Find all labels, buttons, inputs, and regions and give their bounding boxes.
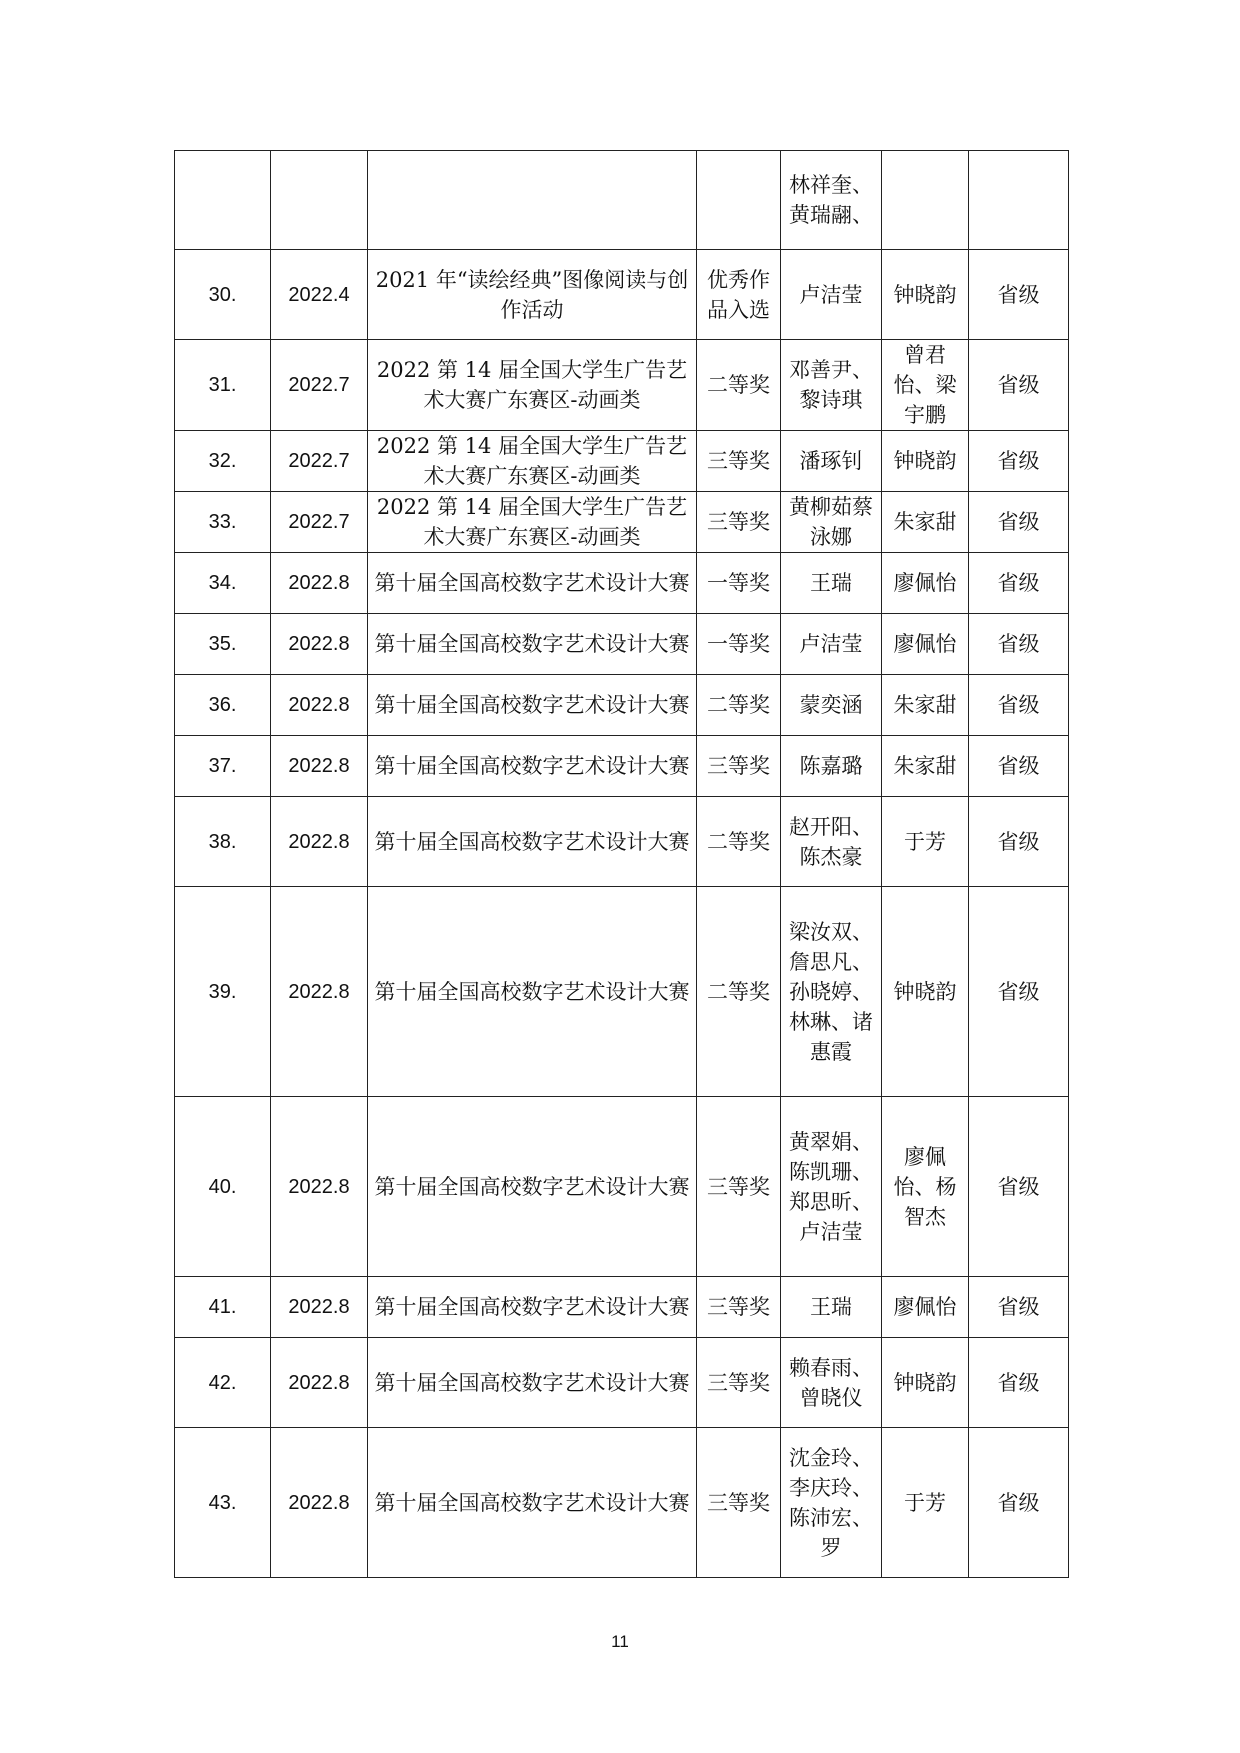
competition-name-cell: 2022 第 14 届全国大学生广告艺术大赛广东赛区-动画类 (368, 340, 697, 431)
row-number-cell: 30. (175, 250, 271, 340)
row-number-cell: 32. (175, 431, 271, 492)
competition-level-cell: 省级 (969, 736, 1069, 797)
row-number-cell: 43. (175, 1428, 271, 1578)
award-date-cell (271, 151, 368, 250)
advisor-names-cell: 朱家甜 (882, 736, 969, 797)
table-row (175, 151, 1069, 250)
competition-level-cell: 省级 (969, 797, 1069, 887)
award-date-cell: 2022.8 (271, 1338, 368, 1428)
award-date-cell: 2022.8 (271, 675, 368, 736)
competition-level-cell: 省级 (969, 1428, 1069, 1578)
competition-name-cell: 2022 第 14 届全国大学生广告艺术大赛广东赛区-动画类 (368, 431, 697, 492)
student-names-cell: 赖春雨、曾晓仪 (781, 1338, 882, 1428)
student-names-cell: 潘琢钊 (781, 431, 882, 492)
student-names-cell: 陈嘉璐 (781, 736, 882, 797)
award-date-cell: 2022.8 (271, 614, 368, 675)
competition-level-cell: 省级 (969, 887, 1069, 1097)
table-row (175, 1097, 1069, 1277)
row-number-cell: 33. (175, 492, 271, 553)
competition-name-cell: 第十届全国高校数字艺术设计大赛 (368, 1097, 697, 1277)
row-number-cell: 39. (175, 887, 271, 1097)
advisor-names-cell: 廖佩怡 (882, 1277, 969, 1338)
row-number-cell: 31. (175, 340, 271, 431)
student-names-cell: 林祥奎、黄瑞翮、 (781, 151, 882, 250)
competition-level-cell: 省级 (969, 553, 1069, 614)
competition-level-cell: 省级 (969, 431, 1069, 492)
competition-level-cell: 省级 (969, 675, 1069, 736)
row-number-cell: 35. (175, 614, 271, 675)
page-number: 11 (611, 1632, 629, 1651)
award-table (174, 150, 1069, 1578)
competition-name-cell: 第十届全国高校数字艺术设计大赛 (368, 797, 697, 887)
competition-name-cell: 第十届全国高校数字艺术设计大赛 (368, 614, 697, 675)
competition-level-cell: 省级 (969, 1277, 1069, 1338)
award-level-cell: 三等奖 (697, 736, 781, 797)
competition-level-cell: 省级 (969, 1097, 1069, 1277)
competition-name-cell: 2022 第 14 届全国大学生广告艺术大赛广东赛区-动画类 (368, 492, 697, 553)
competition-name-cell: 第十届全国高校数字艺术设计大赛 (368, 887, 697, 1097)
award-date-cell: 2022.8 (271, 797, 368, 887)
competition-level-cell: 省级 (969, 492, 1069, 553)
advisor-names-cell: 朱家甜 (882, 675, 969, 736)
table-row (175, 1338, 1069, 1428)
award-level-cell: 二等奖 (697, 340, 781, 431)
competition-level-cell: 省级 (969, 614, 1069, 675)
row-number-cell: 41. (175, 1277, 271, 1338)
student-names-cell: 卢洁莹 (781, 250, 882, 340)
award-date-cell: 2022.7 (271, 340, 368, 431)
row-number-cell (175, 151, 271, 250)
award-level-cell: 二等奖 (697, 675, 781, 736)
competition-name-cell: 第十届全国高校数字艺术设计大赛 (368, 736, 697, 797)
award-level-cell (697, 151, 781, 250)
student-names-cell: 王瑞 (781, 553, 882, 614)
advisor-names-cell: 廖佩怡 (882, 553, 969, 614)
award-date-cell: 2022.4 (271, 250, 368, 340)
competition-name-cell: 第十届全国高校数字艺术设计大赛 (368, 675, 697, 736)
advisor-names-cell: 钟晓韵 (882, 887, 969, 1097)
advisor-names-cell: 廖佩怡 (882, 614, 969, 675)
student-names-cell: 邓善尹、黎诗琪 (781, 340, 882, 431)
table-row (175, 492, 1069, 553)
competition-name-cell (368, 151, 697, 250)
award-level-cell: 三等奖 (697, 492, 781, 553)
award-level-cell: 二等奖 (697, 797, 781, 887)
advisor-names-cell (882, 151, 969, 250)
advisor-names-cell: 廖佩怡、杨智杰 (882, 1097, 969, 1277)
row-number-cell: 37. (175, 736, 271, 797)
award-level-cell: 三等奖 (697, 1428, 781, 1578)
award-level-cell: 三等奖 (697, 1097, 781, 1277)
competition-name-cell: 第十届全国高校数字艺术设计大赛 (368, 1338, 697, 1428)
award-date-cell: 2022.7 (271, 492, 368, 553)
table-row (175, 887, 1069, 1097)
award-level-cell: 优秀作品入选 (697, 250, 781, 340)
row-number-cell: 36. (175, 675, 271, 736)
advisor-names-cell: 钟晓韵 (882, 250, 969, 340)
student-names-cell: 赵开阳、陈杰豪 (781, 797, 882, 887)
competition-name-cell: 第十届全国高校数字艺术设计大赛 (368, 1428, 697, 1578)
row-number-cell: 40. (175, 1097, 271, 1277)
award-level-cell: 一等奖 (697, 553, 781, 614)
competition-level-cell: 省级 (969, 340, 1069, 431)
award-level-cell: 三等奖 (697, 431, 781, 492)
table-row (175, 431, 1069, 492)
student-names-cell: 梁汝双、詹思凡、孙晓婷、林琳、诸惠霞 (781, 887, 882, 1097)
row-number-cell: 38. (175, 797, 271, 887)
competition-level-cell: 省级 (969, 1338, 1069, 1428)
award-date-cell: 2022.8 (271, 1097, 368, 1277)
table-row (175, 736, 1069, 797)
student-names-cell: 黄翠娟、陈凯珊、郑思昕、卢洁莹 (781, 1097, 882, 1277)
award-level-cell: 二等奖 (697, 887, 781, 1097)
award-level-cell: 一等奖 (697, 614, 781, 675)
award-date-cell: 2022.8 (271, 1277, 368, 1338)
student-names-cell: 蒙奕涵 (781, 675, 882, 736)
advisor-names-cell: 于芳 (882, 1428, 969, 1578)
competition-name-cell: 第十届全国高校数字艺术设计大赛 (368, 553, 697, 614)
award-date-cell: 2022.7 (271, 431, 368, 492)
table-row (175, 1277, 1069, 1338)
student-names-cell: 王瑞 (781, 1277, 882, 1338)
award-date-cell: 2022.8 (271, 887, 368, 1097)
award-date-cell: 2022.8 (271, 736, 368, 797)
competition-level-cell (969, 151, 1069, 250)
table-row (175, 797, 1069, 887)
row-number-cell: 42. (175, 1338, 271, 1428)
table-row (175, 1428, 1069, 1578)
student-names-cell: 沈金玲、李庆玲、陈沛宏、罗 (781, 1428, 882, 1578)
student-names-cell: 卢洁莹 (781, 614, 882, 675)
table-row (175, 614, 1069, 675)
award-date-cell: 2022.8 (271, 1428, 368, 1578)
row-number-cell: 34. (175, 553, 271, 614)
advisor-names-cell: 朱家甜 (882, 492, 969, 553)
table-row (175, 675, 1069, 736)
advisor-names-cell: 钟晓韵 (882, 1338, 969, 1428)
award-date-cell: 2022.8 (271, 553, 368, 614)
competition-level-cell: 省级 (969, 250, 1069, 340)
advisor-names-cell: 于芳 (882, 797, 969, 887)
advisor-names-cell: 钟晓韵 (882, 431, 969, 492)
table-row (175, 250, 1069, 340)
student-names-cell: 黄柳茹蔡泳娜 (781, 492, 882, 553)
award-level-cell: 三等奖 (697, 1277, 781, 1338)
competition-name-cell: 第十届全国高校数字艺术设计大赛 (368, 1277, 697, 1338)
table-row (175, 340, 1069, 431)
advisor-names-cell: 曾君怡、梁宇鹏 (882, 340, 969, 431)
table-row (175, 553, 1069, 614)
award-level-cell: 三等奖 (697, 1338, 781, 1428)
competition-name-cell: 2021 年“读绘经典”图像阅读与创作活动 (368, 250, 697, 340)
